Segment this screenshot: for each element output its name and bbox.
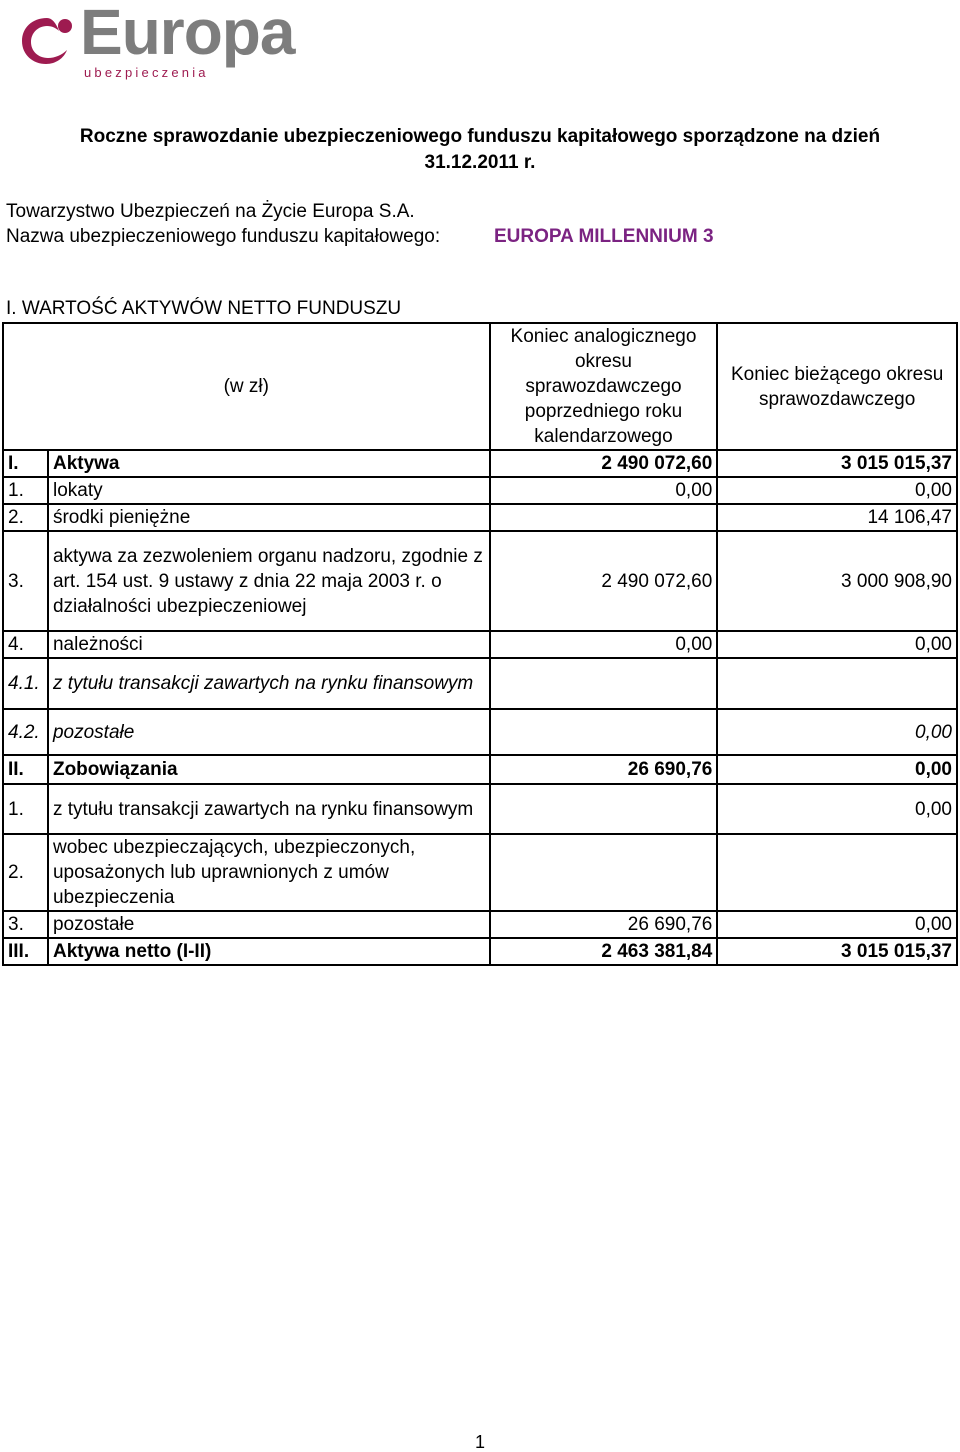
row-current-value: 0,00 — [717, 709, 957, 755]
row-number: I. — [3, 450, 48, 477]
row-number: 1. — [3, 477, 48, 504]
row-current-value: 0,00 — [717, 784, 957, 834]
unit-label: (w zł) — [3, 323, 490, 450]
row-current-value: 0,00 — [717, 911, 957, 938]
logo-swirl-icon — [18, 12, 76, 70]
net-assets-table — [2, 322, 958, 966]
row-label: środki pieniężne — [48, 504, 490, 531]
row-number: 1. — [3, 784, 48, 834]
row-prev-value: 2 490 072,60 — [490, 450, 718, 477]
row-current-value: 0,00 — [717, 631, 957, 658]
row-prev-value: 26 690,76 — [490, 911, 718, 938]
row-prev-value — [490, 784, 718, 834]
row-current-value: 0,00 — [717, 477, 957, 504]
table-row — [3, 784, 957, 834]
row-prev-value: 2 463 381,84 — [490, 938, 718, 965]
row-prev-value: 2 490 072,60 — [490, 531, 718, 631]
row-label: Aktywa — [48, 450, 490, 477]
report-date: 31.12.2011 r. — [424, 152, 536, 173]
table-row — [3, 834, 957, 911]
row-prev-value: 0,00 — [490, 631, 718, 658]
row-number: III. — [3, 938, 48, 965]
fund-label: Nazwa ubezpieczeniowego funduszu kapitałowego: — [6, 226, 441, 247]
row-current-value — [717, 658, 957, 709]
table-row — [3, 911, 957, 938]
row-prev-value — [490, 504, 718, 531]
row-current-value: 3 015 015,37 — [717, 938, 957, 965]
table-row — [3, 450, 957, 477]
page-number: 1 — [474, 1432, 485, 1452]
row-number: 4.1. — [3, 658, 48, 709]
row-label: z tytułu transakcji zawartych na rynku finansowym — [48, 658, 490, 709]
fund-name: EUROPA MILLENNIUM 3 — [494, 226, 714, 247]
europa-logo — [18, 0, 308, 80]
row-current-value: 3 015 015,37 — [717, 450, 957, 477]
table-row — [3, 631, 957, 658]
row-number: 2. — [3, 504, 48, 531]
logo-subtitle: ubezpieczenia — [84, 65, 209, 80]
row-label: z tytułu transakcji zawartych na rynku finansowym — [48, 784, 490, 834]
row-label: wobec ubezpieczających, ubezpieczonych, uposażonych lub uprawnionych z umów ubezpieczenia — [48, 834, 490, 911]
table-header-row — [3, 323, 957, 450]
row-current-value — [717, 834, 957, 911]
table-row-total — [3, 938, 957, 965]
table-row — [3, 709, 957, 755]
row-number: 3. — [3, 531, 48, 631]
header-prev-period: Koniec analogicznego okresu sprawozdawczego poprzedniego roku kalendarzowego — [490, 323, 718, 450]
section-title: I. WARTOŚĆ AKTYWÓW NETTO FUNDUSZU — [6, 298, 402, 319]
company-name: Towarzystwo Ubezpieczeń na Życie Europa S.A. — [6, 201, 415, 222]
table-row — [3, 755, 957, 784]
row-label: pozostałe — [48, 911, 490, 938]
row-prev-value — [490, 834, 718, 911]
row-prev-value — [490, 658, 718, 709]
row-current-value: 14 106,47 — [717, 504, 957, 531]
table-row — [3, 658, 957, 709]
row-prev-value: 26 690,76 — [490, 755, 718, 784]
row-label: Zobowiązania — [48, 755, 490, 784]
row-number: 3. — [3, 911, 48, 938]
report-title: Roczne sprawozdanie ubezpieczeniowego funduszu kapitałowego sporządzone na dzień — [79, 126, 881, 147]
row-current-value: 3 000 908,90 — [717, 531, 957, 631]
row-prev-value — [490, 709, 718, 755]
row-number: 4. — [3, 631, 48, 658]
table-row — [3, 531, 957, 631]
row-number: 2. — [3, 834, 48, 911]
row-number: 4.2. — [3, 709, 48, 755]
row-label: aktywa za zezwoleniem organu nadzoru, zgodnie z art. 154 ust. 9 ustawy z dnia 22 maja 2003 r. o działalności ubezpieczeniowej — [48, 531, 490, 631]
row-label: Aktywa netto (I-II) — [48, 938, 490, 965]
header-current-period: Koniec bieżącego okresu sprawozdawczego — [717, 323, 957, 450]
row-prev-value: 0,00 — [490, 477, 718, 504]
row-number: II. — [3, 755, 48, 784]
row-label: lokaty — [48, 477, 490, 504]
row-current-value: 0,00 — [717, 755, 957, 784]
table-row — [3, 477, 957, 504]
logo-wordmark: Europa — [80, 0, 295, 68]
row-label: pozostałe — [48, 709, 490, 755]
row-label: należności — [48, 631, 490, 658]
table-row — [3, 504, 957, 531]
